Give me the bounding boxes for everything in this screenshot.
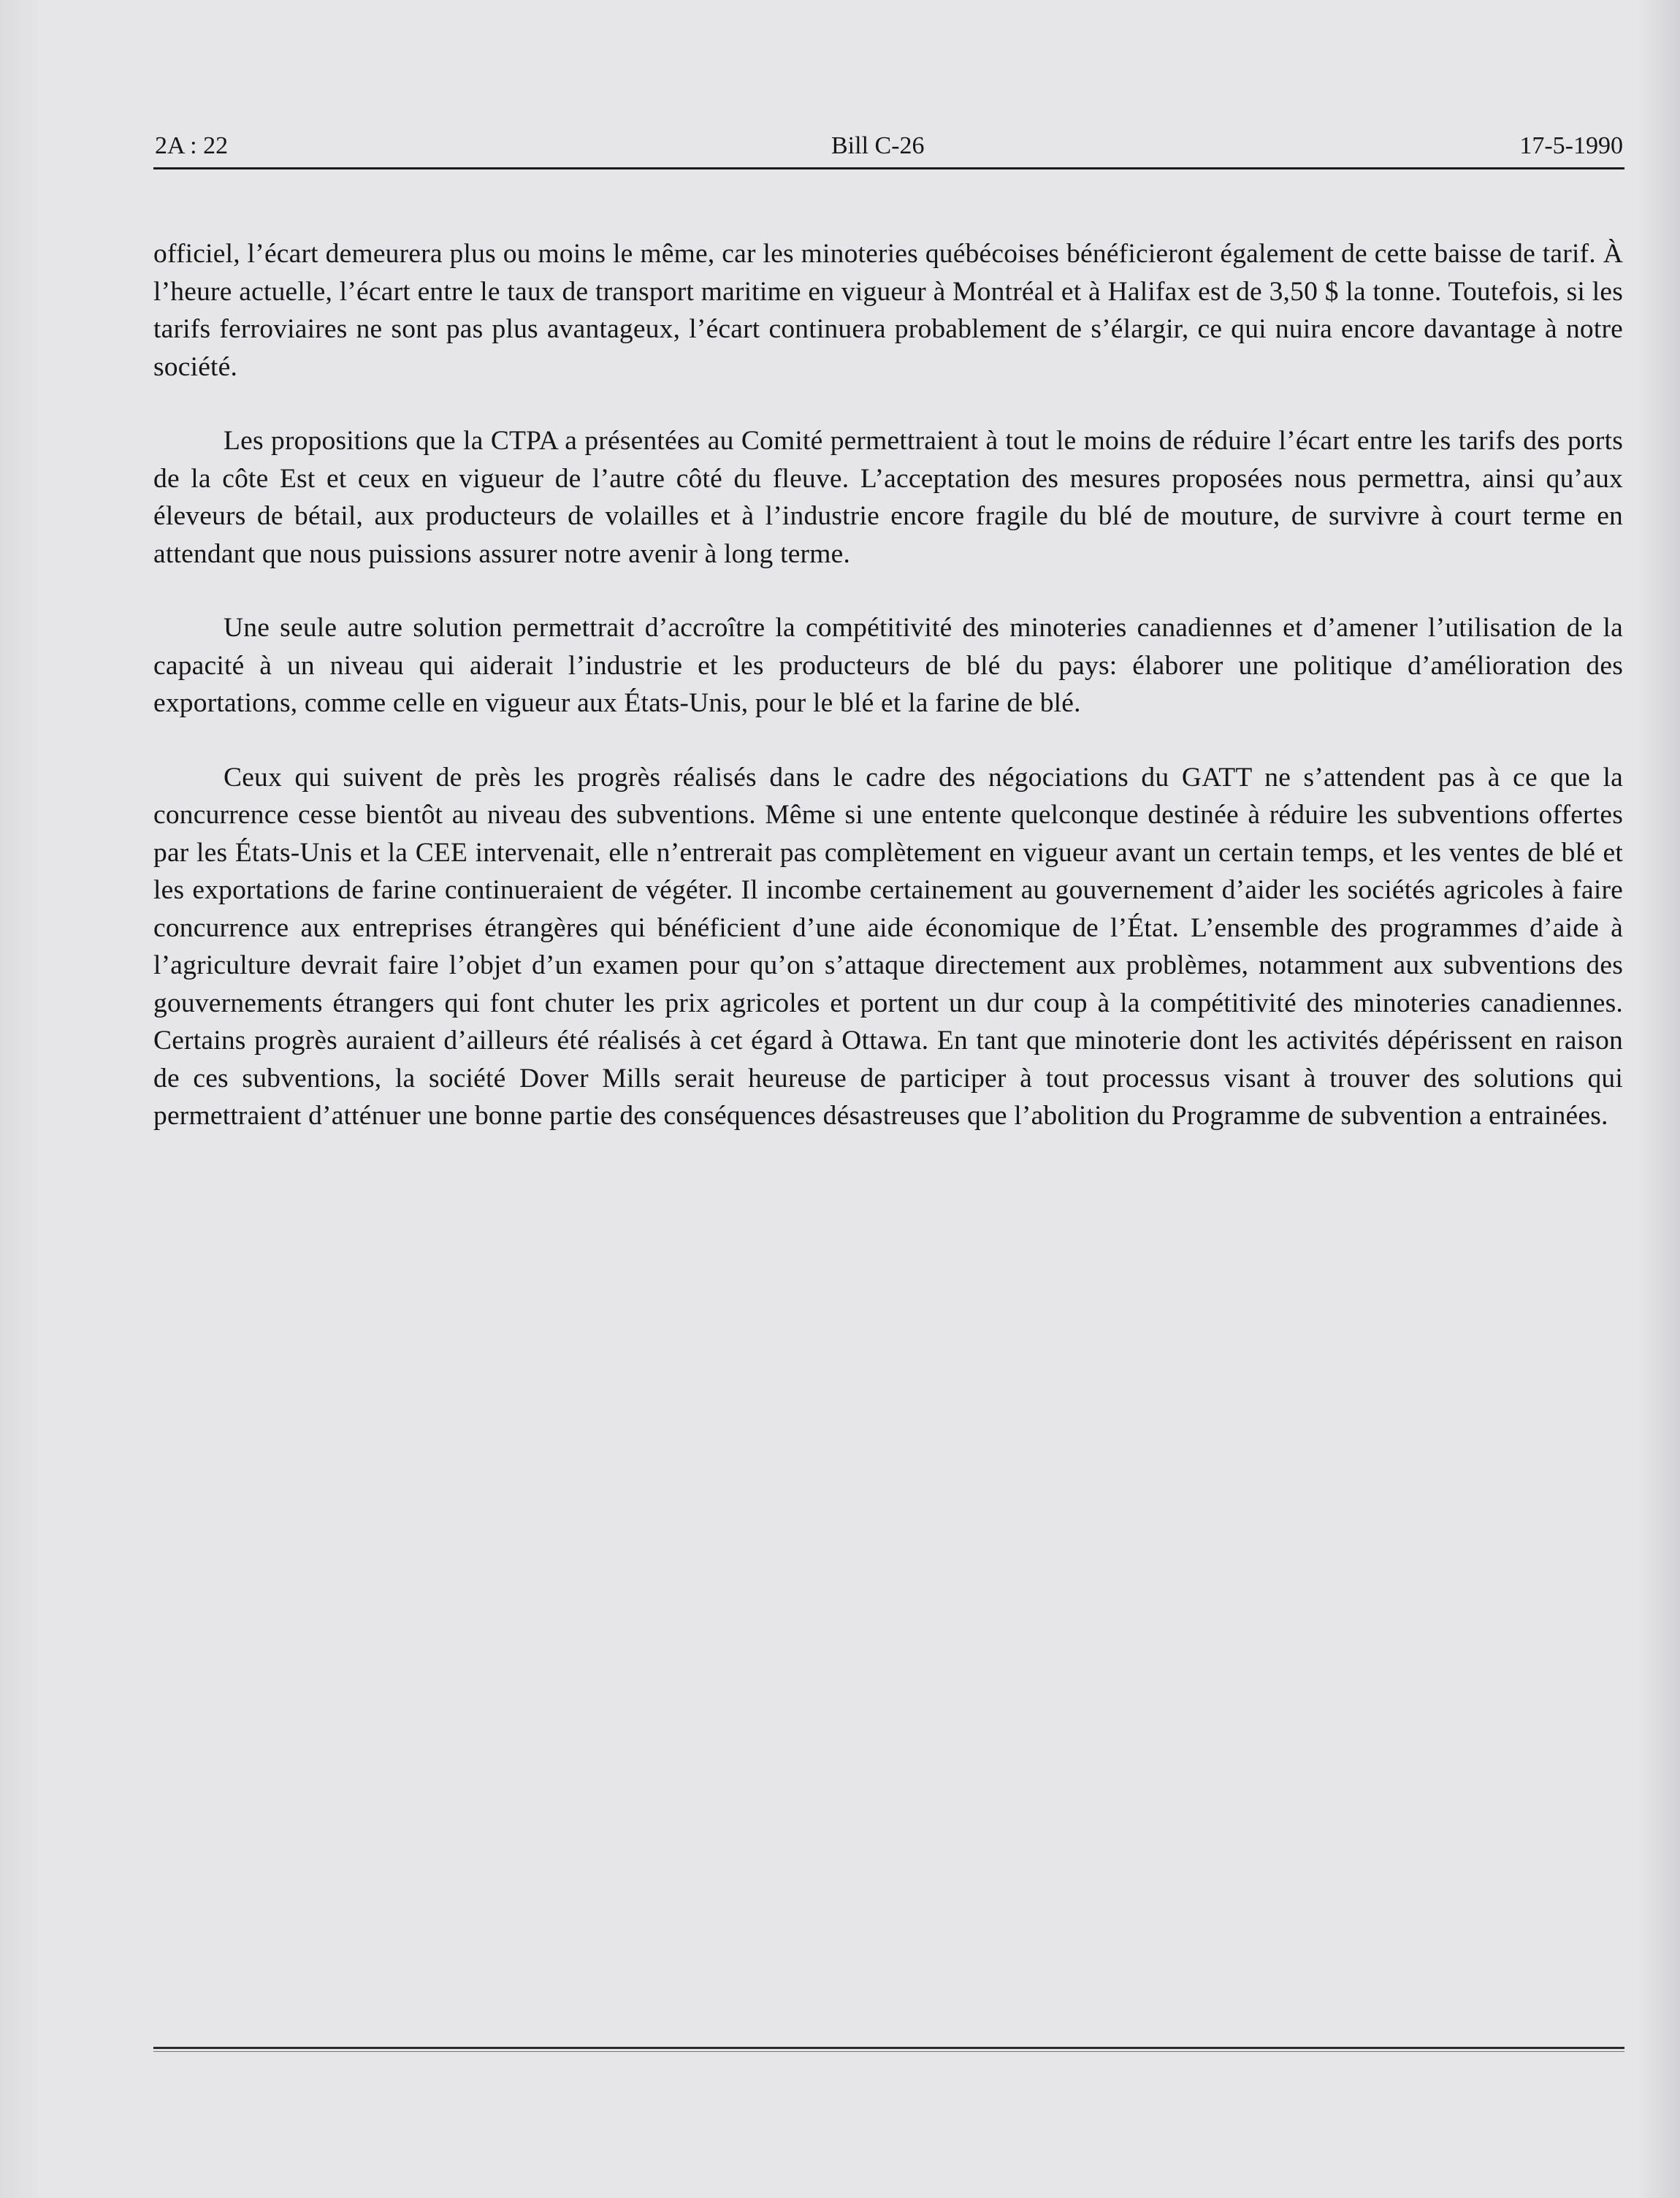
paragraph-3: Une seule autre solution permettrait d’accroître la compétitivité des minoteries canadiennes et d’amener l’utilisation de la capacité à un niveau qui aiderait l’industrie et les producteurs de blé du pays: élaborer une politique d’amélioration des exportations, comme celle en vigueur aux États-Unis, pour le blé et la farine de blé. (153, 613, 1623, 718)
header-date: 17-5-1990 (1519, 132, 1623, 159)
paragraph-4: Ceux qui suivent de près les progrès réalisés dans le cadre des négociations du GATT ne s’attendent pas à ce que la concurrence cesse bientôt au niveau des subventions. Même si une entente quelconque destinée à réduire les subventions offertes par les États-Unis et la CEE intervenait, elle n’entrerait pas complètement en vigueur avant un certain temps, et les ventes de blé et les exportations de farine continueraient de végéter. Il incombe certainement au gouvernement d’aider les sociétés agricoles à faire concurrence aux entreprises étrangères qui bénéficient d’une aide économique de l’État. L’ensemble des programmes d’aide à l’agriculture devrait faire l’objet d’un examen pour qu’on s’attaque directement aux problèmes, notamment aux subventions des gouvernements étrangers qui font chuter les prix agricoles et portent un dur coup à la compétitivité des minoteries canadiennes. Certains progrès auraient d’ailleurs été réalisés à cet égard à Ottawa. En tant que minoterie dont les activités dépérissent en raison de ces subventions, la société Dover Mills serait heureuse de participer à tout processus visant à trouver des solutions qui permettraient d’atténuer une bonne partie des conséquences désastreuses que l’abolition du Programme de subvention a entrainées. (153, 762, 1623, 1131)
paragraph-2: Les propositions que la CTPA a présentées au Comité permettraient à tout le moins de réduire l’écart entre les tarifs des ports de la côte Est et ceux en vigueur de l’autre côté du fleuve. L’acceptation des mesures proposées nous permettra, ainsi qu’aux éleveurs de bétail, aux producteurs de volailles et à l’industrie encore fragile du blé de mouture, de survivre à court terme en attendant que nous puissions assurer notre avenir à long terme. (153, 426, 1623, 569)
footer-rule-thin (153, 2051, 1624, 2052)
paragraph-1: officiel, l’écart demeurera plus ou moins le même, car les minoteries québécoises bénéficieront également de cette baisse de tarif. À l’heure actuelle, l’écart entre le taux de transport maritime en vigueur à Montréal et à Halifax est de 3,50 $ la tonne. Toutefois, si les tarifs ferroviaires ne sont pas plus avantageux, l’écart continuera probablement de s’élargir, ce qui nuira encore davantage à notre société. (153, 239, 1623, 382)
footer-rule (153, 2047, 1624, 2049)
page-header (155, 126, 1623, 167)
page-number: 2A : 22 (155, 132, 229, 159)
body-text (153, 235, 1623, 1135)
header-rule (153, 167, 1624, 169)
bill-label: Bill C-26 (831, 132, 925, 159)
